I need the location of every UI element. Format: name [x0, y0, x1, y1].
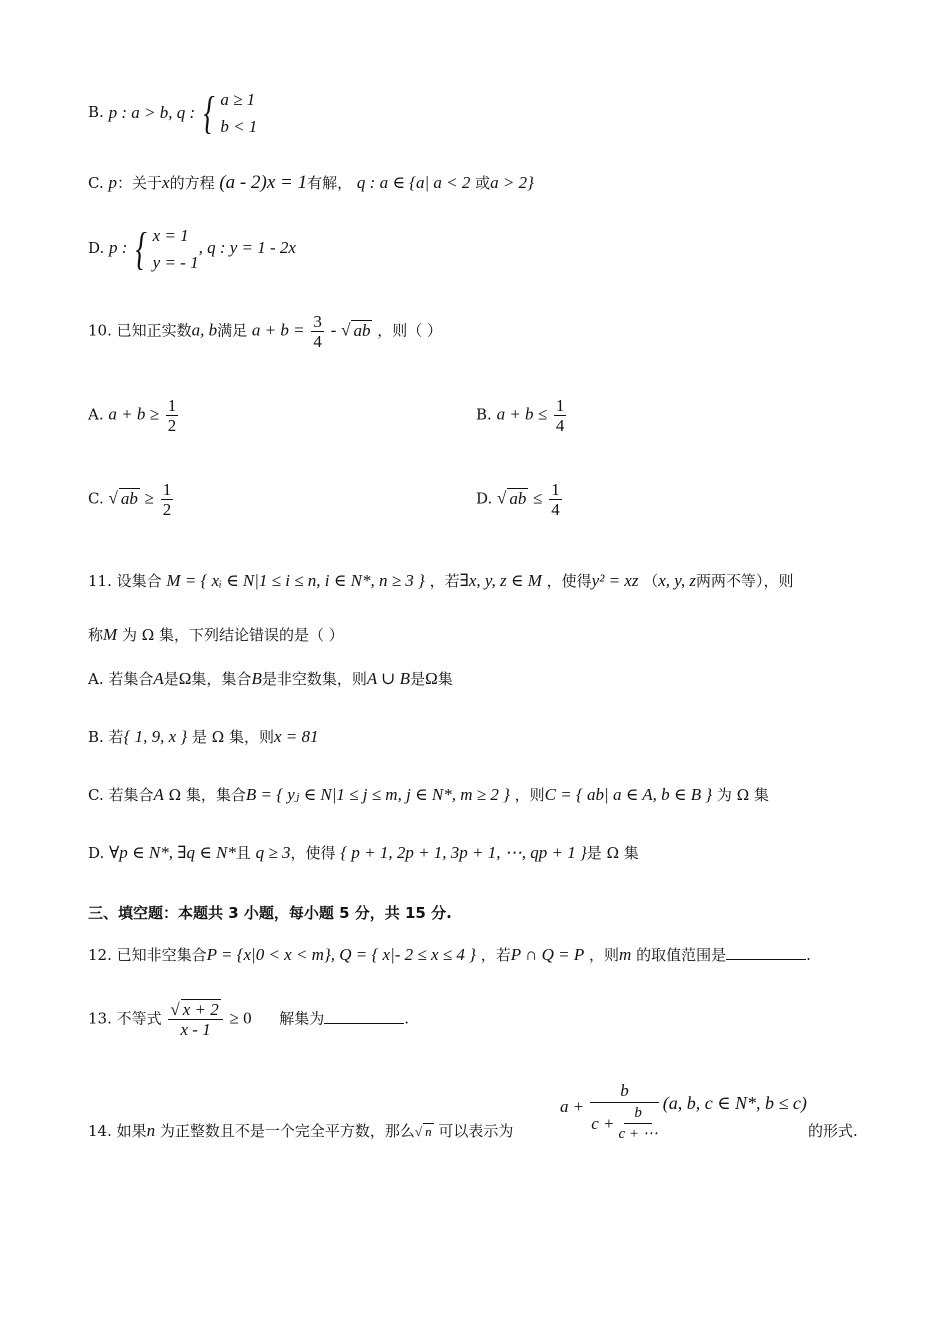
q14-continued-fraction: a + b c + $\frac{b}{c + \cdots}$ (a, b, c ∈ N*, b ≤ c): [560, 1081, 807, 1142]
q12: 12. 已知非空集合P = {x|0 < x < m}, Q = { x|- 2 ≤ x ≤ 4 } ，若P ∩ Q = P ，则m 的取值范围是 .: [88, 945, 811, 964]
q11-option-d: D. ∀p ∈ N*, ∃q ∈ N*且 q ≥ 3，使得 { p + 1, 2p + 1, 3p + 1, ⋯, qp + 1 }是 Ω 集: [88, 843, 639, 862]
q14: 14. 如果n 为正整数且不是一个完全平方数，那么√ n 可以表示为: [88, 1121, 514, 1140]
q9-option-d: D. p : { x = 1 y = - 1 , q : y = 1 - 2x: [88, 223, 296, 274]
q9-option-b: B. p : a > b, q : { a ≥ 1 b < 1: [88, 87, 258, 138]
q11-stem: 11. 设集合 M = { xᵢ ∈ N|1 ≤ i ≤ n, i ∈ N*, n ≥ 3 } ，若∃x, y, z ∈ M ，使得y² = xz （x, y, z两两不等），则: [88, 571, 794, 590]
q13: 13. 不等式 $\frac{√ x + 2}{x - 1}$ ≥ 0 解集为 .: [88, 1000, 410, 1039]
q11-option-b: B. 若{ 1, 9, x } 是 Ω 集，则x = 81: [88, 727, 319, 746]
q11-option-c: C. 若集合A Ω 集，集合B = { yⱼ ∈ N|1 ≤ j ≤ m, j ∈ N*, m ≥ 2 } ，则C = { ab| a ∈ A, b ∈ B } 为 Ω 集: [88, 785, 769, 804]
q13-answer-blank[interactable]: [324, 1011, 404, 1024]
q14-ending: 的形式.: [808, 1122, 858, 1140]
q10-stem: 10. 已知正实数a, b满足 a + b = $\frac{3}{4}$ - √ ab ，则（ ）: [88, 312, 443, 351]
q10-option-b: B. a + b ≤ $\frac{1}{4}$: [476, 396, 565, 435]
q12-answer-blank[interactable]: [726, 947, 806, 960]
q10-option-c: C. √ ab ≥ $\frac{1}{2}$: [88, 480, 172, 519]
section-3-heading: 三、填空题：本题共 3 小题，每小题 5 分，共 15 分.: [88, 904, 452, 922]
q10-option-a: A. a + b ≥ $\frac{1}{2}$: [88, 396, 177, 435]
q10-option-d: D. √ ab ≤ $\frac{1}{4}$: [476, 480, 560, 519]
q13-fraction: $\frac{√ x + 2}{x - 1}$: [168, 1000, 222, 1039]
q10-fraction: $\frac{3}{4}$: [313, 312, 322, 351]
q9-b-brace: { a ≥ 1 b < 1: [203, 87, 258, 138]
q11-stem-line2: 称M 为 Ω 集，下列结论错误的是（ ）: [88, 625, 344, 644]
q11-option-a: A. 若集合A是Ω集，集合B是非空数集，则A ∪ B是Ω集: [88, 669, 453, 688]
q9-d-brace: { x = 1 y = - 1: [135, 223, 199, 274]
q9-option-c: C. p：关于x的方程 (a - 2)x = 1有解， q : a ∈ {a| a < 2 或a > 2}: [88, 172, 534, 193]
